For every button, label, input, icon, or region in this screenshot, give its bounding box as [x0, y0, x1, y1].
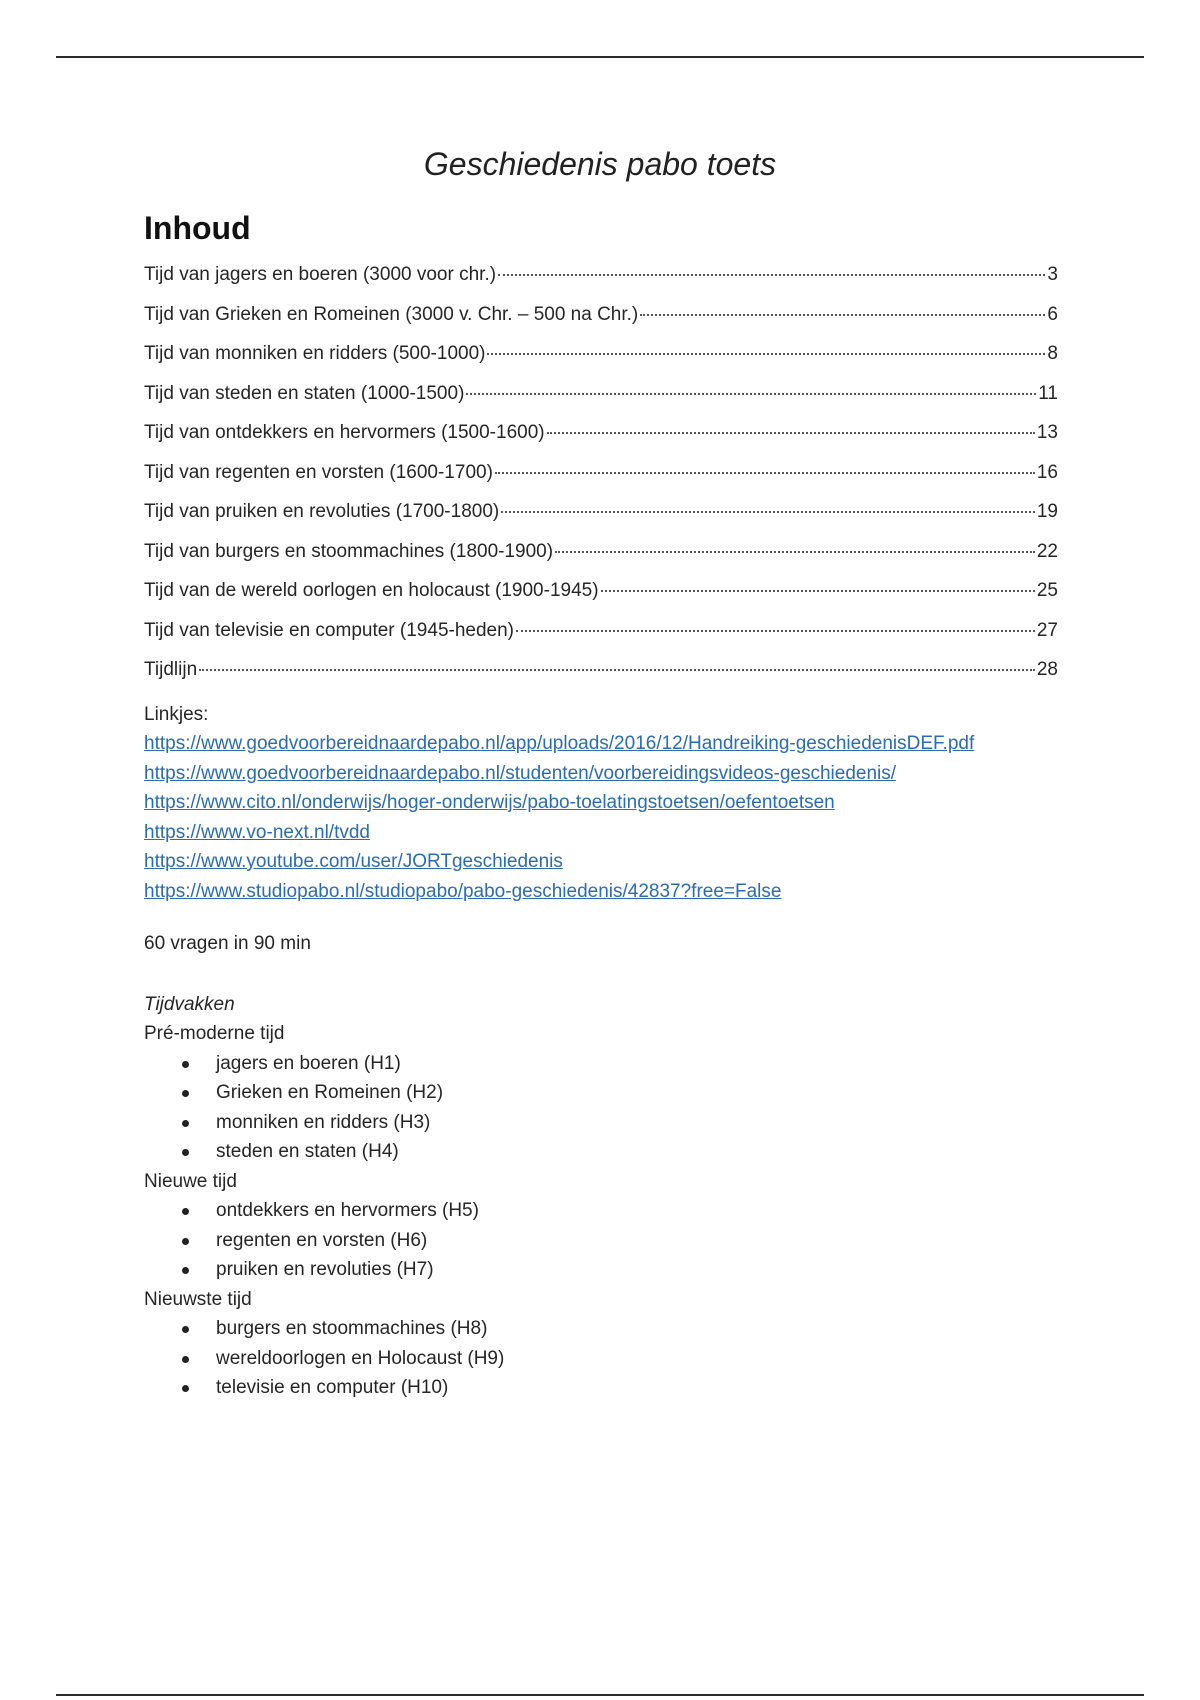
- toc-entry-label: Tijd van pruiken en revoluties (1700-1800): [144, 501, 500, 522]
- document-title: Geschiedenis pabo toets: [423, 146, 777, 182]
- footer-rule: [56, 1694, 1144, 1696]
- toc-leader-dots: [199, 669, 1035, 671]
- bullet-icon: [182, 1238, 189, 1245]
- toc-entry-page: 25: [1036, 580, 1058, 601]
- toc-entry-label: Tijdlijn: [144, 659, 198, 680]
- list-item-text: jagers en boeren (H1): [216, 1052, 401, 1074]
- period-label: Pré-moderne tijd: [144, 1023, 285, 1044]
- list-item-text: steden en staten (H4): [216, 1141, 399, 1162]
- list-item: [144, 1226, 504, 1256]
- list-item: [144, 1344, 504, 1374]
- bullet-icon: [182, 1120, 189, 1127]
- toc-entry-page: 19: [1036, 501, 1058, 522]
- bullet-icon: [182, 1385, 189, 1392]
- toc-entry-page: 11: [1038, 382, 1058, 404]
- period-list: [144, 1049, 504, 1167]
- link-vo-next[interactable]: https://www.vo-next.nl/tvdd: [144, 821, 370, 843]
- toc-leader-dots: [501, 511, 1035, 513]
- periods-heading: Tijdvakken: [144, 994, 235, 1015]
- toc-entry[interactable]: [144, 541, 1058, 581]
- toc-entry[interactable]: [144, 304, 1058, 344]
- toc-entry-label: Tijd van ontdekkers en hervormers (1500-1600): [144, 422, 545, 443]
- toc-leader-dots: [495, 472, 1035, 474]
- toc-leader-dots: [516, 630, 1035, 632]
- toc-leader-dots: [601, 590, 1035, 592]
- toc-entry-label: Tijd van televisie en computer (1945-heden): [144, 619, 514, 641]
- toc-entry-label: Tijd van burgers en stoommachines (1800-1900): [144, 540, 554, 562]
- toc-entry-label: Tijd van regenten en vorsten (1600-1700): [144, 461, 493, 483]
- toc-heading: Inhoud: [144, 210, 251, 246]
- toc-entry-page: 16: [1036, 461, 1058, 483]
- bullet-icon: [182, 1149, 189, 1156]
- period-label: Nieuwe tijd: [144, 1170, 237, 1192]
- toc-leader-dots: [487, 353, 1045, 355]
- list-item: [144, 1108, 504, 1138]
- list-item: [144, 1196, 504, 1226]
- period-list: [144, 1196, 504, 1285]
- list-item-text: regenten en vorsten (H6): [216, 1229, 428, 1251]
- toc-leader-dots: [640, 314, 1045, 316]
- toc-entry[interactable]: [144, 501, 1058, 541]
- bullet-icon: [182, 1061, 189, 1068]
- toc-entry-page: 6: [1047, 303, 1058, 325]
- list-item-text: Grieken en Romeinen (H2): [216, 1082, 444, 1103]
- list-item: [144, 1314, 504, 1344]
- toc-entry-label: Tijd van steden en staten (1000-1500): [144, 382, 465, 404]
- list-item-text: burgers en stoommachines (H8): [216, 1318, 488, 1339]
- list-item: [144, 1078, 504, 1108]
- link-youtube[interactable]: https://www.youtube.com/user/JORTgeschiedenis: [144, 851, 563, 872]
- toc-leader-dots: [547, 432, 1035, 434]
- toc-entry-page: 8: [1047, 343, 1058, 364]
- toc-entry-page: 22: [1036, 540, 1058, 562]
- toc-entry[interactable]: [144, 462, 1058, 502]
- list-item: [144, 1137, 504, 1167]
- toc-leader-dots: [555, 551, 1035, 553]
- link-voorbereidingsvideos[interactable]: https://www.goedvoorbereidnaardepabo.nl/studenten/voorbereidingsvideos-geschiedenis/: [144, 762, 897, 784]
- bullet-icon: [182, 1267, 189, 1274]
- toc-entry-page: 28: [1036, 659, 1058, 680]
- toc-leader-dots: [498, 274, 1045, 276]
- period-label: Nieuwste tijd: [144, 1288, 252, 1310]
- list-item-text: televisie en computer (H10): [216, 1377, 449, 1398]
- list-item-text: ontdekkers en hervormers (H5): [216, 1200, 479, 1221]
- list-item: [144, 1049, 504, 1079]
- toc-entry[interactable]: [144, 620, 1058, 660]
- list-item: [144, 1373, 504, 1403]
- toc-entry[interactable]: [144, 343, 1058, 383]
- links-section: [144, 700, 974, 906]
- bullet-icon: [182, 1356, 189, 1363]
- toc-entry-label: Tijd van jagers en boeren (3000 voor chr.): [144, 264, 497, 285]
- list-item-text: pruiken en revoluties (H7): [216, 1259, 434, 1280]
- toc-entry[interactable]: [144, 580, 1058, 620]
- toc-entry[interactable]: [144, 422, 1058, 462]
- toc-entry-label: Tijd van monniken en ridders (500-1000): [144, 343, 486, 364]
- list-item: [144, 1255, 504, 1285]
- table-of-contents: [144, 264, 1058, 699]
- periods-section: [144, 990, 504, 1403]
- bullet-icon: [182, 1090, 189, 1097]
- bullet-icon: [182, 1326, 189, 1333]
- links-label: Linkjes:: [144, 704, 209, 725]
- toc-entry[interactable]: [144, 264, 1058, 304]
- link-studiopabo[interactable]: https://www.studiopabo.nl/studiopabo/pabo-geschiedenis/42837?free=False: [144, 880, 782, 902]
- link-handreiking[interactable]: https://www.goedvoorbereidnaardepabo.nl/app/uploads/2016/12/Handreiking-geschiedenisDEF.pdf: [144, 733, 975, 754]
- list-item-text: wereldoorlogen en Holocaust (H9): [216, 1347, 505, 1369]
- header-rule: [56, 56, 1144, 58]
- toc-entry-label: Tijd van Grieken en Romeinen (3000 v. Chr. – 500 na Chr.): [144, 303, 639, 325]
- toc-entry[interactable]: [144, 383, 1058, 423]
- toc-entry-page: 13: [1036, 422, 1058, 443]
- toc-entry-page: 3: [1047, 264, 1058, 285]
- toc-leader-dots: [466, 393, 1036, 395]
- link-cito-oefentoetsen[interactable]: https://www.cito.nl/onderwijs/hoger-onderwijs/pabo-toelatingstoetsen/oefentoetsen: [144, 792, 835, 813]
- list-item-text: monniken en ridders (H3): [216, 1111, 431, 1133]
- toc-entry-label: Tijd van de wereld oorlogen en holocaust (1900-1945): [144, 580, 599, 601]
- toc-entry[interactable]: [144, 659, 1058, 699]
- bullet-icon: [182, 1208, 189, 1215]
- exam-info: 60 vragen in 90 min: [144, 933, 311, 954]
- period-list: [144, 1314, 504, 1403]
- toc-entry-page: 27: [1036, 619, 1058, 641]
